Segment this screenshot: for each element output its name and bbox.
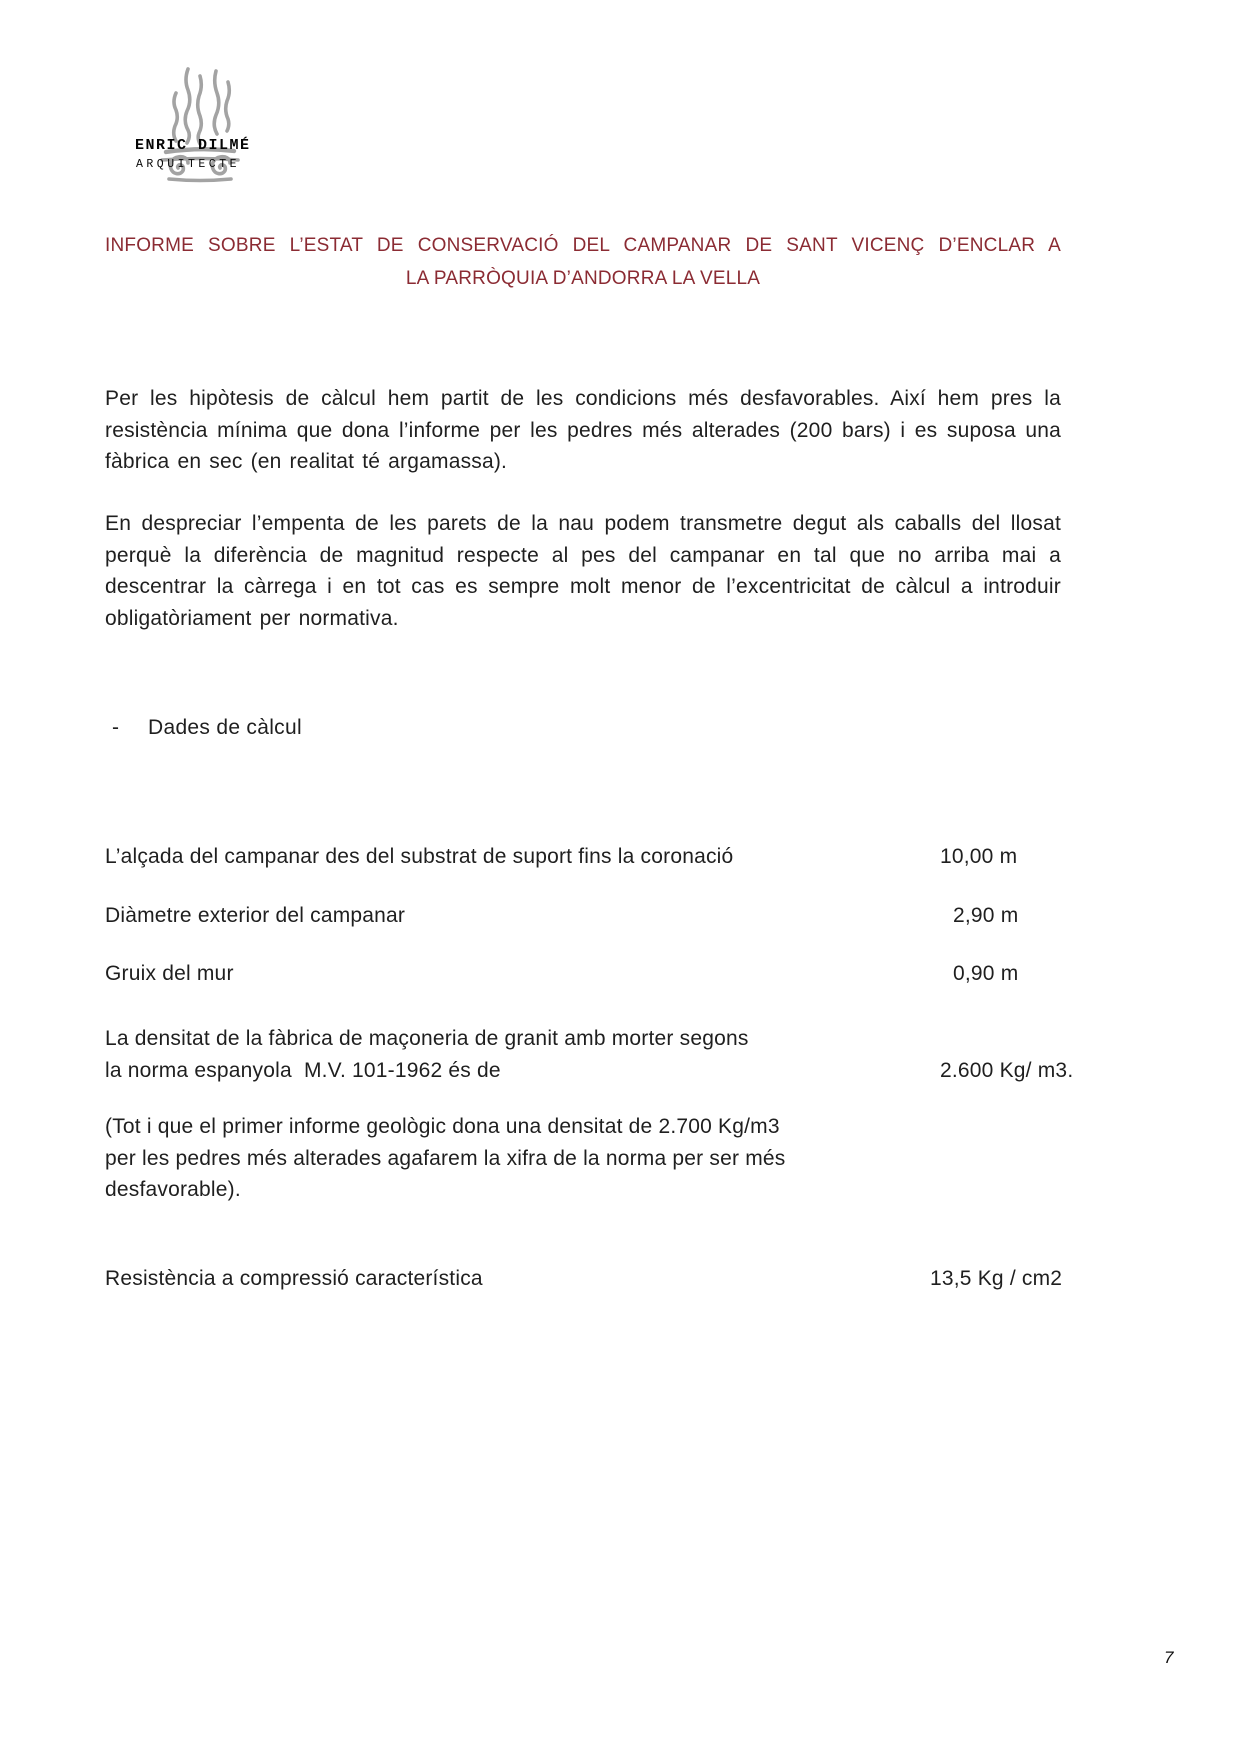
logo-name: ENRIC DILMÉ	[135, 137, 251, 154]
data-row-value: 0,90 m	[953, 962, 1019, 985]
data-row-label-line2: la norma espanyola M.V. 101-1962 és de	[105, 1058, 501, 1082]
data-row-height	[105, 841, 1115, 873]
data-row-label-line1: La densitat de la fàbrica de maçoneria de granit amb morter segons	[105, 1027, 749, 1050]
data-row-label: Diàmetre exterior del campanar	[105, 904, 406, 927]
data-row-label: Resistència a compressió característica	[105, 1267, 483, 1290]
density-note	[105, 1111, 1115, 1206]
section-heading	[112, 716, 302, 740]
data-row-label: L’alçada del campanar des del substrat de suport fins la coronació	[105, 845, 734, 868]
data-row-density	[105, 1023, 1115, 1086]
density-note-line1: (Tot i que el primer informe geològic dona una densitat de 2.700 Kg/m3	[105, 1115, 780, 1138]
data-row-value: 2.600 Kg/ m3.	[940, 1058, 1074, 1082]
paragraph-thrust: En despreciar l’empenta de les parets de la nau podem transmetre degut als caballs del llosat perquè la diferència de magnitud respecte al pes del campanar en tal que no arriba mai a descentrar la càrrega i en tot cas es sempre molt menor de l’excentricitat de càlcul a introduir obligatòriament per normativa.	[105, 512, 1061, 630]
data-row-value: 2,90 m	[953, 904, 1019, 927]
data-row-label: Gruix del mur	[105, 962, 234, 985]
data-row-resistance	[105, 1263, 1115, 1295]
data-row-value: 10,00 m	[940, 845, 1018, 868]
data-row-wall-thickness	[105, 958, 1115, 990]
paragraph-hypotheses: Per les hipòtesis de càlcul hem partit de les condicions més desfavorables. Així hem pres la resistència mínima que dona l’informe per les pedres més alterades (200 bars) i es suposa una fàbrica en sec (en realitat té argamassa).	[105, 387, 1061, 473]
logo	[135, 63, 265, 185]
density-note-line2: per les pedres més alterades agafarem la xifra de la norma per ser més	[105, 1146, 786, 1170]
report-title-line1: INFORME SOBRE L’ESTAT DE CONSERVACIÓ DEL CAMPANAR DE SANT VICENÇ D’ENCLAR A	[105, 235, 1061, 256]
section-heading-text: Dades de càlcul	[148, 716, 302, 739]
data-row-diameter	[105, 900, 1115, 932]
density-note-line3: desfavorable).	[105, 1178, 241, 1201]
list-dash: -	[112, 716, 120, 739]
report-title-line2: LA PARRÒQUIA D’ANDORRA LA VELLA	[405, 268, 761, 289]
logo-subtitle: ARQUITECTE	[136, 158, 241, 171]
report-title	[105, 229, 1061, 295]
data-row-value: 13,5 Kg / cm2	[930, 1267, 1063, 1290]
page-number: 7	[1164, 1648, 1174, 1667]
